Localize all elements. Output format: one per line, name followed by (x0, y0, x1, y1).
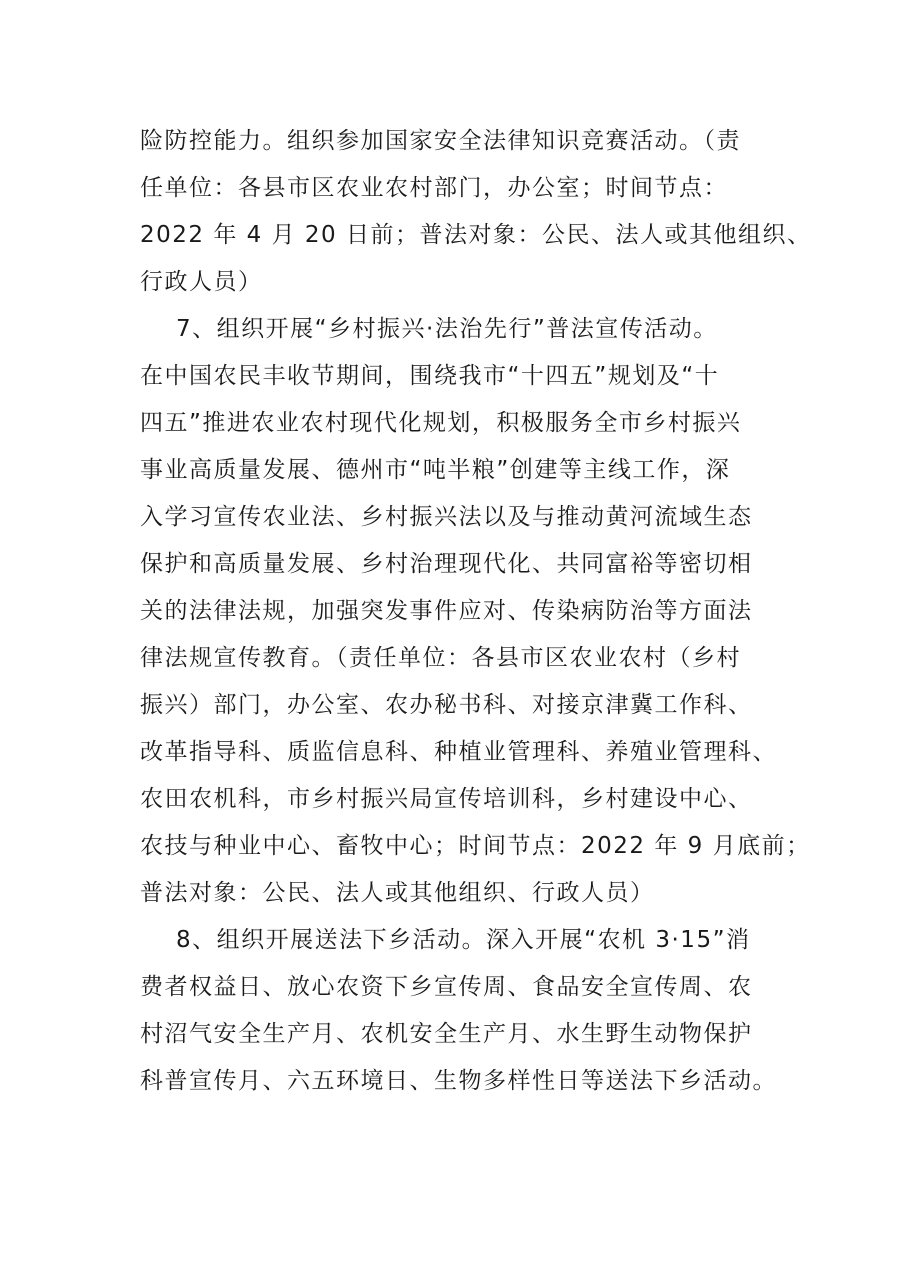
text-line: 关的法律法规，加强突发事件应对、传染病防治等方面法 (140, 598, 753, 624)
document-body (140, 118, 812, 1105)
text-line: 险防控能力。组织参加国家安全法律知识竞赛活动。（责 (140, 128, 741, 154)
text-line: 普法对象：公民、法人或其他组织、行政人员） (140, 880, 655, 906)
text-line: 村沼气安全生产月、农机安全生产月、水生野生动物保护 (140, 1021, 753, 1047)
paragraph-8-heading: 8、组织开展送法下乡活动。深入开展“农机 3·15”消 (176, 927, 751, 953)
text-line: 保护和高质量发展、乡村治理现代化、共同富裕等密切相 (140, 551, 753, 577)
text-line: 在中国农民丰收节期间，围绕我市“十四五”规划及“十 (140, 363, 720, 389)
text-line: 科普宣传月、六五环境日、生物多样性日等送法下乡活动。 (140, 1068, 777, 1094)
text-line: 振兴）部门，办公室、农办秘书科、对接京津冀工作科、 (140, 692, 753, 718)
text-line: 2022 年 4 月 20 日前；普法对象：公民、法人或其他组织、 (140, 222, 812, 248)
text-line: 行政人员） (140, 269, 263, 295)
text-line: 四五”推进农业农村现代化规划，积极服务全市乡村振兴 (140, 410, 742, 436)
text-line: 改革指导科、质监信息科、种植业管理科、养殖业管理科、 (140, 739, 777, 765)
text-line: 农技与种业中心、畜牧中心；时间节点：2022 年 9 月底前； (140, 833, 811, 859)
text-line: 事业高质量发展、德州市“吨半粮”创建等主线工作，深 (140, 457, 731, 483)
text-line: 费者权益日、放心农资下乡宣传周、食品安全宣传周、农 (140, 974, 753, 1000)
text-line: 任单位：各县市区农业农村部门，办公室；时间节点： (140, 175, 728, 201)
text-line: 律法规宣传教育。（责任单位：各县市区农业农村（乡村 (140, 645, 741, 671)
text-line: 入学习宣传农业法、乡村振兴法以及与推动黄河流域生态 (140, 504, 753, 530)
paragraph-7-heading: 7、组织开展“乡村振兴·法治先行”普法宣传活动。 (176, 316, 718, 342)
text-line: 农田农机科，市乡村振兴局宣传培训科，乡村建设中心、 (140, 786, 753, 812)
